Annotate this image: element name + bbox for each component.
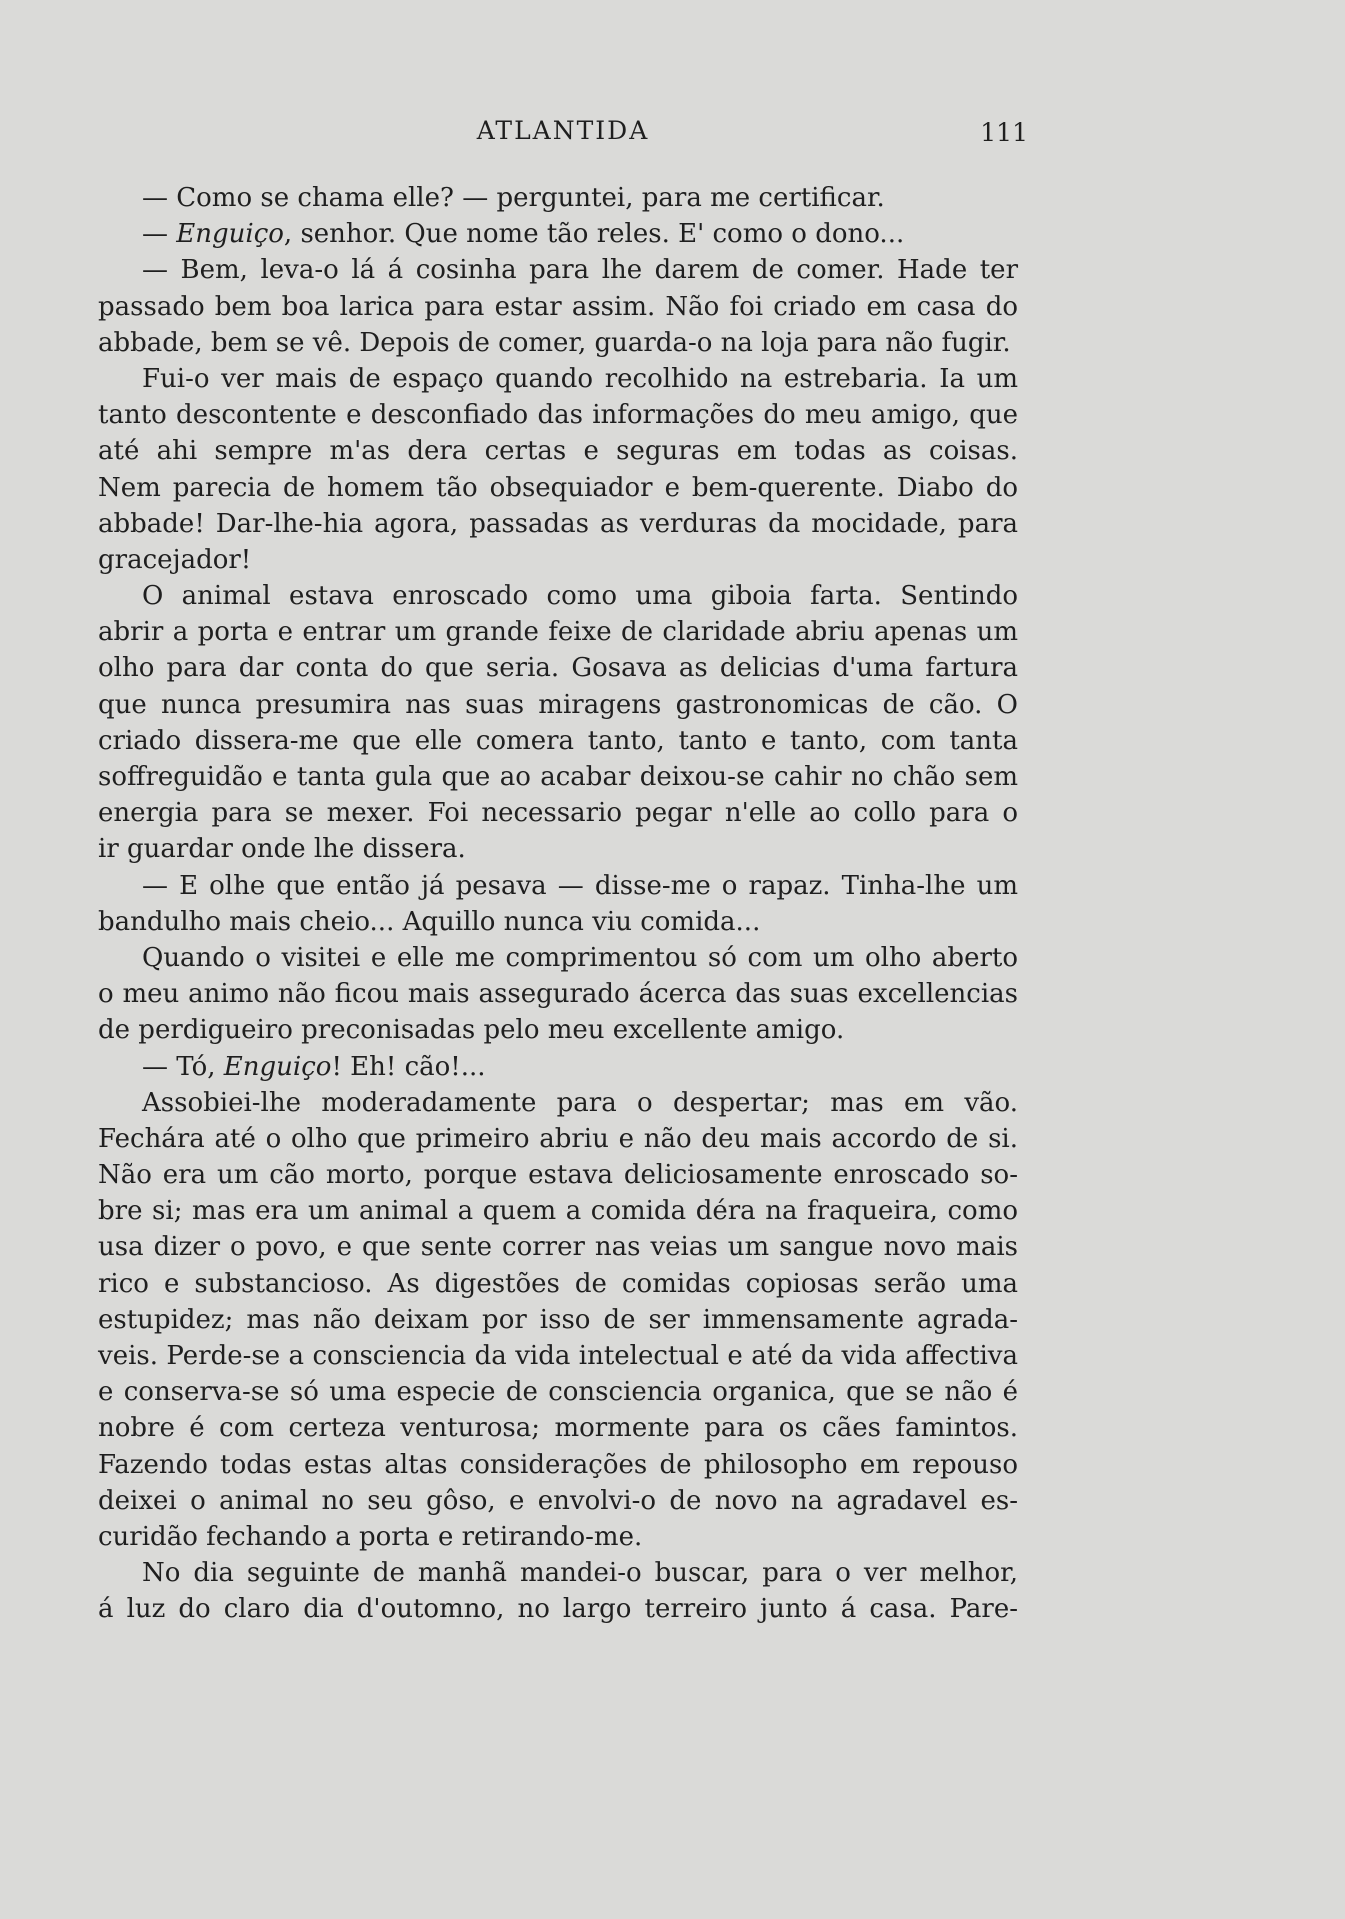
text-line: passado bem boa larica para estar assim. Não foi criado em casa do [98, 291, 1018, 322]
text-line: Assobiei-lhe moderadamente para o despertar; mas em vão. [142, 1087, 1018, 1118]
text-line: que nunca presumira nas suas miragens gastronomicas de cão. O [98, 689, 1018, 720]
text-line: Fui-o ver mais de espaço quando recolhido na estrebaria. Ia um [142, 363, 1018, 394]
text-line: — Bem, leva-o lá á cosinha para lhe darem de comer. Hade ter [142, 255, 1018, 286]
text-line: veis. Perde-se a consciencia da vida intelectual e até da vida affectiva [98, 1341, 1018, 1371]
text-line: abbade, bem se vê. Depois de comer, guarda-o na loja para não fugir. [98, 327, 1011, 358]
running-title: ATLANTIDA [476, 116, 650, 145]
text-line: abbade! Dar-lhe-hia agora, passadas as verduras da mocidade, para [98, 508, 1018, 539]
text-line: ir guardar onde lhe dissera. [98, 834, 466, 865]
text-line: Nem parecia de homem tão obsequiador e bem-querente. Diabo do [98, 472, 1018, 503]
text-line: á luz do claro dia d'outomno, no largo terreiro junto á casa. Pare- [98, 1594, 1018, 1625]
italic-name: Enguiço [176, 219, 284, 250]
text-line: No dia seguinte de manhã mandei-o buscar, para o ver melhor, [142, 1558, 1018, 1589]
text-line: rico e substancioso. As digestões de comidas copiosas serão uma [98, 1268, 1018, 1299]
text-line: deixei o animal no seu gôso, e envolvi-o de novo na agradavel es- [98, 1485, 1018, 1516]
text-line: o meu animo não ficou mais assegurado ácerca das suas excellencias [98, 979, 1018, 1010]
text-line: bandulho mais cheio... Aquillo nunca viu comida... [98, 906, 761, 937]
text-line: — Enguiço, senhor. Que nome tão reles. E' como o dono... [142, 219, 905, 250]
text-line: — Como se chama elle? — perguntei, para me certificar. [142, 183, 885, 213]
text-line: tanto descontente e desconfiado das informações do meu amigo, que [98, 400, 1018, 431]
text-line: olho para dar conta do que seria. Gosava as delicias d'uma fartura [98, 653, 1018, 684]
text-line: Fazendo todas estas altas considerações de philosopho em repouso [98, 1449, 1018, 1480]
text-line: curidão fechando a porta e retirando-me. [98, 1521, 643, 1552]
text-line: até ahi sempre m'as dera certas e seguras em todas as coisas. [98, 436, 1018, 467]
text-line: soffreguidão e tanta gula que ao acabar deixou-se cahir no chão sem [98, 762, 1018, 792]
text-line: de perdigueiro preconisadas pelo meu excellente amigo. [98, 1015, 845, 1046]
text-line: nobre é com certeza venturosa; mormente para os cães famintos. [98, 1413, 1018, 1444]
text-line: Não era um cão morto, porque estava deliciosamente enroscado so- [98, 1160, 1018, 1191]
text-line: — Tó, Enguiço! Eh! cão!... [142, 1051, 486, 1082]
text-line: estupidez; mas não deixam por isso de ser immensamente agrada- [98, 1304, 1018, 1335]
page-header [98, 112, 1028, 152]
text-line: e conserva-se só uma especie de consciencia organica, que se não é [98, 1377, 1018, 1408]
text-line: energia para se mexer. Foi necessario pegar n'elle ao collo para o [98, 798, 1018, 829]
italic-name: Enguiço [223, 1051, 332, 1082]
text-line: O animal estava enroscado como uma giboia farta. Sentindo [142, 581, 1018, 612]
body-text [98, 180, 1018, 1628]
text-line: Fechára até o olho que primeiro abriu e não deu mais accordo de si. [98, 1123, 1018, 1154]
text-line: — E olhe que então já pesava — disse-me o rapaz. Tinha-lhe um [142, 870, 1018, 901]
text-line: usa dizer o povo, e que sente correr nas veias um sangue novo mais [98, 1232, 1018, 1263]
text-line: bre si; mas era um animal a quem a comida déra na fraqueira, como [98, 1196, 1018, 1227]
text-line: criado dissera-me que elle comera tanto, tanto e tanto, com tanta [98, 725, 1018, 756]
text-line: Quando o visitei e elle me comprimentou só com um olho aberto [142, 942, 1018, 973]
text-line: gracejador! [98, 544, 252, 575]
page-number: 111 [980, 118, 1028, 147]
text-line: abrir a porta e entrar um grande feixe de claridade abriu apenas um [98, 617, 1018, 648]
